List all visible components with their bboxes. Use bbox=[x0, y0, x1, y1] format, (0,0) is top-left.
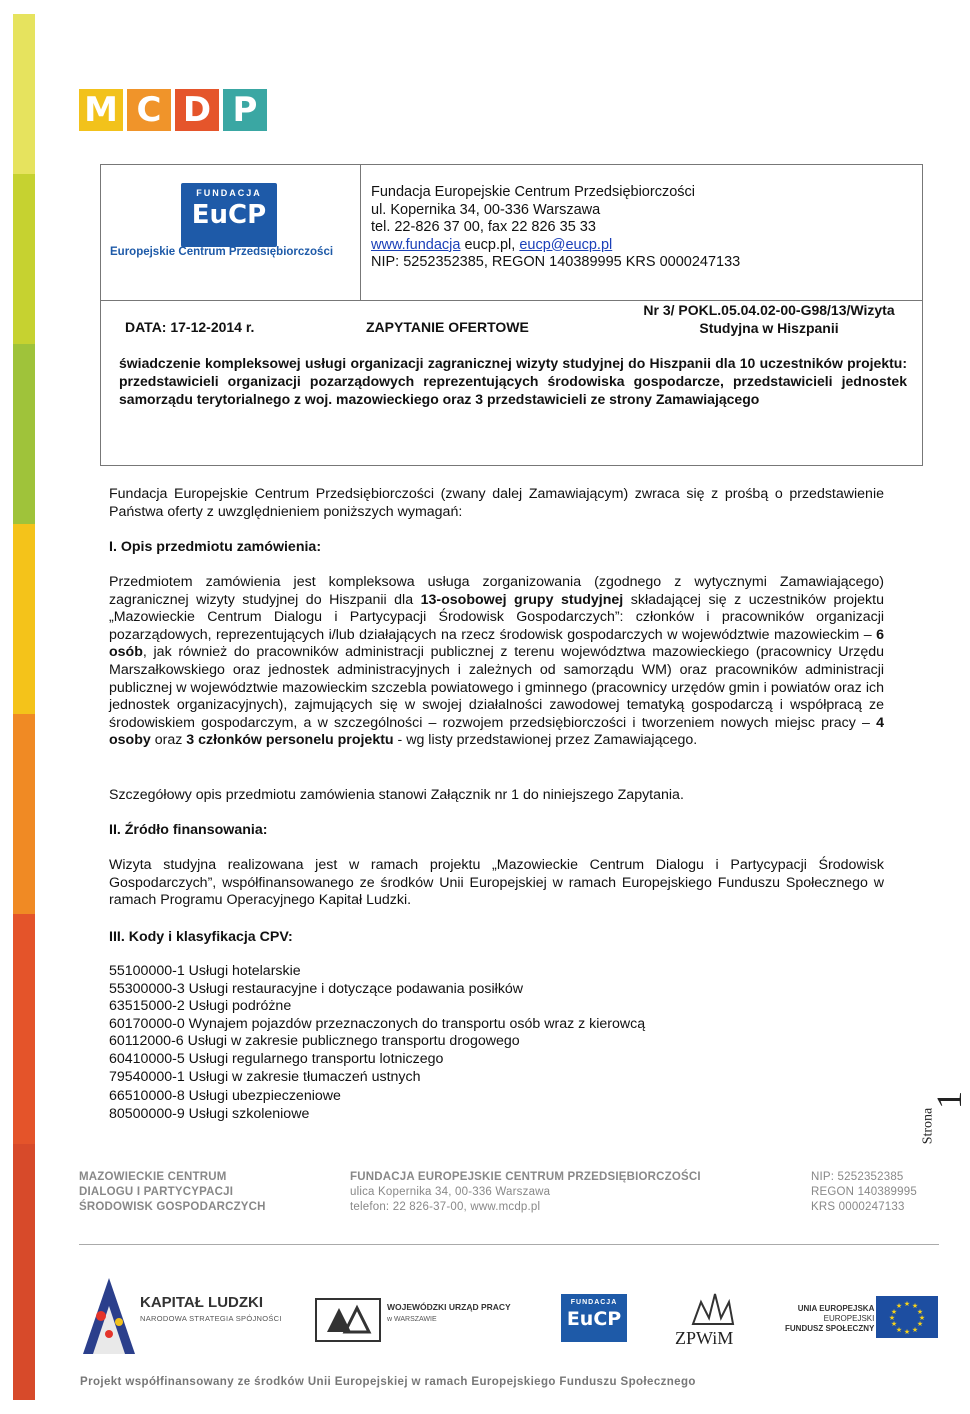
eucp-subtitle: Europejskie Centrum Przedsiębiorczości bbox=[110, 246, 334, 258]
cpv-code: 60112000-6 Usługi w zakresie publicznego transportu drogowego bbox=[109, 1033, 520, 1050]
header-box bbox=[100, 164, 923, 466]
logo-letter-p: P bbox=[223, 89, 267, 131]
left-color-stripe bbox=[13, 14, 35, 1400]
eucp-logo bbox=[181, 183, 277, 247]
svg-text:★: ★ bbox=[890, 1308, 898, 1316]
document-date: DATA: 17-12-2014 r. bbox=[125, 319, 255, 335]
footer-line: FUNDACJA EUROPEJSKIE CENTRUM PRZEDSIĘBIORCZOŚCI bbox=[350, 1171, 701, 1183]
ids-line: NIP: 5252352385, REGON 140389995 KRS 0000247133 bbox=[371, 254, 741, 270]
footer-line: ŚRODOWISK GOSPODARCZYCH bbox=[79, 1201, 266, 1213]
bold-run: 13-osobowej grupy studyjnej bbox=[420, 591, 624, 608]
wup-title: WOJEWÓDZKI URZĄD PRACY bbox=[387, 1302, 511, 1312]
cpv-code: 55300000-3 Usługi restauracyjne i dotyczące podawania posiłków bbox=[109, 980, 524, 997]
svg-text:★: ★ bbox=[916, 1308, 924, 1316]
footer-line: NIP: 5252352385 bbox=[811, 1171, 904, 1183]
cpv-code: 60410000-5 Usługi regularnego transportu lotniczego bbox=[109, 1050, 444, 1067]
page-marker bbox=[918, 1078, 968, 1158]
eu-line: UNIA EUROPEJSKA bbox=[797, 1304, 875, 1313]
svg-text:★: ★ bbox=[890, 1320, 898, 1328]
document-type: ZAPYTANIE OFERTOWE bbox=[366, 319, 529, 335]
svg-text:★: ★ bbox=[918, 1314, 926, 1322]
address-line: Fundacja Europejskie Centrum Przedsiębiorczości bbox=[371, 184, 695, 200]
section-1-heading: I. Opis przedmiotu zamówienia: bbox=[109, 539, 322, 555]
kapital-ludzki-subtitle: NARODOWA STRATEGIA SPÓJNOŚCI bbox=[140, 1314, 282, 1323]
cpv-code: 63515000-2 Usługi podróżne bbox=[109, 998, 292, 1015]
footer-line: telefon: 22 826-37-00, www.mcdp.pl bbox=[350, 1201, 541, 1213]
svg-text:★: ★ bbox=[903, 1300, 911, 1308]
page-label: Strona bbox=[920, 1107, 936, 1145]
cpv-code: 66510000-8 Usługi ubezpieczeniowe bbox=[109, 1088, 341, 1105]
text-run: - wg listy przedstawionej przez Zamawiającego. bbox=[393, 732, 698, 749]
address-line: tel. 22-826 37 00, fax 22 826 35 33 bbox=[371, 219, 596, 235]
cpv-code: 60170000-0 Wynajem pojazdów przeznaczonych do transportu osób wraz z kierowcą bbox=[109, 1015, 646, 1032]
organization-address bbox=[371, 184, 740, 272]
footer-line: DIALOGU I PARTYCYPACJI bbox=[79, 1186, 234, 1198]
section-3-heading: III. Kody i klasyfikacja CPV: bbox=[109, 929, 293, 945]
footer-logos bbox=[79, 1276, 939, 1366]
zpwim-emblem-icon bbox=[687, 1288, 737, 1328]
eu-flag-icon bbox=[876, 1296, 938, 1338]
kapital-ludzki-title: KAPITAŁ LUDZKI bbox=[140, 1294, 264, 1311]
wup-subtitle: w WARSZAWIE bbox=[387, 1316, 437, 1323]
footer-project-name bbox=[79, 1170, 266, 1215]
eu-line: FUNDUSZ SPOŁECZNY bbox=[785, 1324, 875, 1333]
document-number-line1: Nr 3/ POKL.05.04.02-00-G98/13/Wizyta bbox=[643, 302, 895, 318]
mcdp-logo bbox=[79, 89, 267, 131]
zpwim-title: ZPWiM bbox=[675, 1328, 734, 1348]
footer-line: MAZOWIECKIE CENTRUM bbox=[79, 1171, 227, 1183]
address-line: ul. Kopernika 34, 00-336 Warszawa bbox=[371, 201, 601, 218]
eucp-footer-logo bbox=[561, 1294, 627, 1342]
eucp-footer-logo-main: EuCP bbox=[566, 1308, 622, 1330]
logo-letter-d: D bbox=[175, 89, 219, 131]
eucp-logo-top: FUNDACJA bbox=[196, 188, 262, 198]
section-1-note: Szczegółowy opis przedmiotu zamówienia stanowi Załącznik nr 1 do niniejszego Zapytania. bbox=[109, 787, 684, 803]
cpv-code: 80500000-9 Usługi szkoleniowe bbox=[109, 1105, 310, 1122]
svg-text:★: ★ bbox=[911, 1302, 919, 1310]
footer-organization bbox=[350, 1170, 701, 1215]
intro-paragraph: Fundacja Europejskie Centrum Przedsiębiorczości (zwany dalej Zamawiającym) zwraca się z prośbą o przedstawienie Państwa oferty z uwzględnieniem poniższych wymagań: bbox=[109, 486, 884, 520]
bold-run: 4 osoby bbox=[109, 714, 884, 749]
eu-text bbox=[785, 1304, 874, 1334]
web-text: eucp.pl, bbox=[460, 236, 520, 253]
page-number: 1 bbox=[929, 1091, 969, 1109]
eucp-footer-logo-top: FUNDACJA bbox=[570, 1299, 618, 1306]
footer-line: REGON 140389995 bbox=[811, 1186, 917, 1198]
eucp-logo-main: EuCP bbox=[191, 200, 267, 230]
footer-divider bbox=[79, 1244, 939, 1245]
cpv-code: 55100000-1 Usługi hotelarskie bbox=[109, 963, 301, 979]
svg-text:★: ★ bbox=[888, 1314, 896, 1322]
subject-text: świadczenie kompleksowej usługi organizacji zagranicznej wizyty studyjnej do Hiszpanii dla 10 uczestników projektu: przedstawicieli organizacji pozarządowych reprezentujących środowiska gospodarcze, przedstawicieli jednostek samorządu terytorialnego z woj. mazowieckiego oraz 3 przedstawicieli ze strony Zamawiającego bbox=[119, 355, 907, 407]
text-run: Przedmiotem zamówienia jest kompleksowa usługa zorganizowania (zgodnego z wytycznymi Zamawiającego) zagranicznej wizyty studyjnej do Hiszpanii dla bbox=[109, 574, 884, 608]
kapital-ludzki-emblem-icon bbox=[79, 1276, 139, 1356]
section-2-paragraph: Wizyta studyjna realizowana jest w ramach projektu „Mazowieckie Centrum Dialogu i Partycypacji Środowisk Gospodarczych”, współfinansowanego ze środków Unii Europejskiej w ramach Europejskiego Funduszu Społecznego w ramach Programu Operacyjnego Kapitał Ludzki. bbox=[109, 857, 884, 909]
document-number-line2: Studyjna w Hiszpanii bbox=[699, 320, 839, 336]
cpv-code-list bbox=[109, 963, 645, 1123]
cpv-code: 79540000-1 Usługi w zakresie tłumaczeń ustnych bbox=[109, 1068, 421, 1085]
footer-project-line: Projekt współfinansowany ze środków Unii Europejskiej w ramach Europejskiego Funduszu Społecznego bbox=[80, 1376, 696, 1388]
header-divider-vertical bbox=[360, 165, 361, 301]
section-2-heading: II. Źródło finansowania: bbox=[109, 822, 268, 838]
bold-run: 3 członków personelu projektu bbox=[186, 732, 394, 749]
svg-text:★: ★ bbox=[895, 1326, 903, 1334]
footer-identifiers bbox=[811, 1170, 917, 1215]
text-run: , jak również do pracowników administracji publicznej z terenu województwa mazowieckiego (pracownicy Urzędu Marszałkowskiego oraz jednostek administracyjnych i zależnych od samorządu WM) oraz pracowników administracji publicznej w województwie mazowieckim szczebla powiatowego i gminnego (pracownicy urzędów gmin i powiatów oraz ich jednostek organizacyjnych), zajmujących się w swojej działalności zawodowej tematyką gospodarczą i współpracą ze środowiskiem gospodarczym, a w szczególności – rozwojem przedsiębiorczości i tworzeniem nowych miejsc pracy – bbox=[109, 644, 884, 731]
wup-emblem-icon bbox=[315, 1298, 381, 1342]
svg-text:★: ★ bbox=[895, 1302, 903, 1310]
text-run: oraz bbox=[150, 732, 187, 749]
website-link[interactable]: www.fundacja bbox=[371, 236, 461, 253]
email-link[interactable]: eucp@eucp.pl bbox=[519, 236, 613, 253]
svg-text:★: ★ bbox=[911, 1326, 919, 1334]
bold-run: 6 osób bbox=[109, 626, 884, 661]
section-1-paragraph bbox=[109, 574, 884, 750]
eu-line: EUROPEJSKI bbox=[823, 1314, 875, 1323]
document-number bbox=[619, 301, 919, 337]
footer-line: ulica Kopernika 34, 00-336 Warszawa bbox=[350, 1186, 551, 1198]
svg-text:★: ★ bbox=[903, 1328, 911, 1336]
svg-text:★: ★ bbox=[916, 1320, 924, 1328]
footer-line: KRS 0000247133 bbox=[811, 1201, 905, 1213]
logo-letter-c: C bbox=[127, 89, 171, 131]
web-email-line bbox=[371, 237, 740, 255]
text-run: składającej się z uczestników projektu „Mazowieckie Centrum Dialogu i Partycypacji Środowisk Gospodarczych”: członków i pracowników organizacji pozarządowych, reprezentujących i/lub działających na rzecz środowisk gospodarczych w województwie mazowieckim – bbox=[109, 591, 884, 643]
logo-letter-m: M bbox=[79, 89, 123, 131]
